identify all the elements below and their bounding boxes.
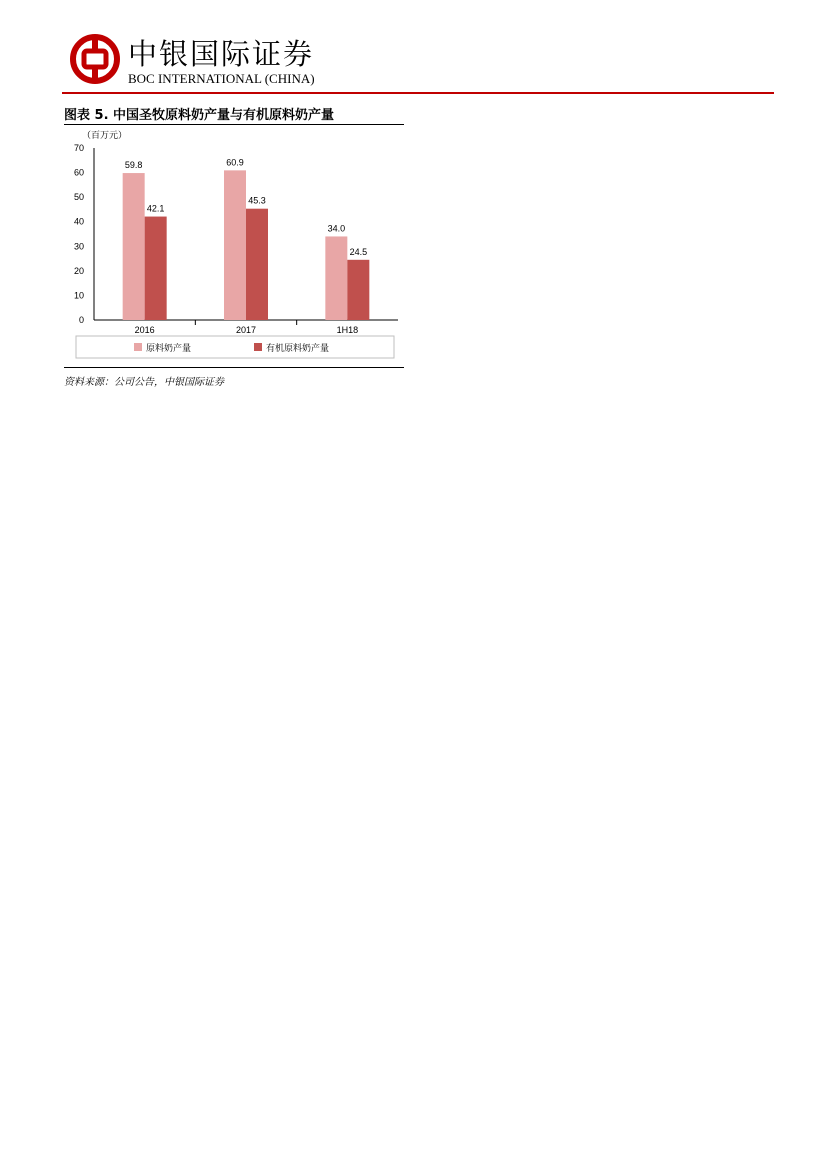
figure5-chart	[64, 128, 404, 364]
header-divider	[62, 92, 774, 94]
figure-title-rule	[64, 124, 404, 125]
source-rule	[64, 367, 404, 368]
y-tick-label: 60	[73, 167, 84, 178]
bar-原料奶产量	[224, 170, 246, 320]
legend-box	[76, 336, 394, 358]
y-tick-label: 70	[73, 143, 84, 153]
data-label: 34.0	[327, 223, 346, 234]
x-tick-label: 1H18	[336, 325, 359, 335]
bar-原料奶产量	[123, 173, 145, 320]
y-tick-label: 40	[73, 216, 84, 227]
legend-label: 原料奶产量	[146, 344, 192, 354]
bar-有机原料奶产量	[145, 217, 167, 320]
x-tick-label: 2016	[134, 325, 155, 335]
data-label: 24.5	[349, 246, 368, 257]
y-tick-label: 30	[73, 241, 84, 252]
x-tick-label: 2017	[235, 325, 257, 335]
axis-unit: （百万元）	[82, 131, 128, 141]
figure-title: 图表 5. 中国圣牧原料奶产量与有机原料奶产量	[64, 108, 335, 123]
boc-logo-icon	[70, 34, 120, 84]
data-label: 59.8	[124, 160, 143, 171]
y-tick-label: 0	[78, 315, 84, 325]
y-tick-label: 50	[73, 192, 84, 203]
legend-label: 有机原料奶产量	[266, 344, 330, 354]
bar-有机原料奶产量	[246, 209, 268, 320]
bar-原料奶产量	[325, 236, 347, 320]
y-tick-label: 20	[73, 265, 84, 276]
data-label: 45.3	[248, 195, 266, 206]
source-note: 资料来源：公司公告，中银国际证券	[64, 377, 224, 388]
data-label: 60.9	[226, 157, 244, 168]
legend-swatch	[254, 343, 262, 351]
brand-name-en: BOC INTERNATIONAL (CHINA)	[128, 71, 315, 86]
brand-name-cn: 中银国际证券	[128, 37, 315, 71]
legend-swatch	[134, 343, 142, 351]
y-tick-label: 10	[73, 290, 84, 301]
data-label: 42.1	[146, 203, 165, 214]
bar-有机原料奶产量	[347, 260, 369, 320]
